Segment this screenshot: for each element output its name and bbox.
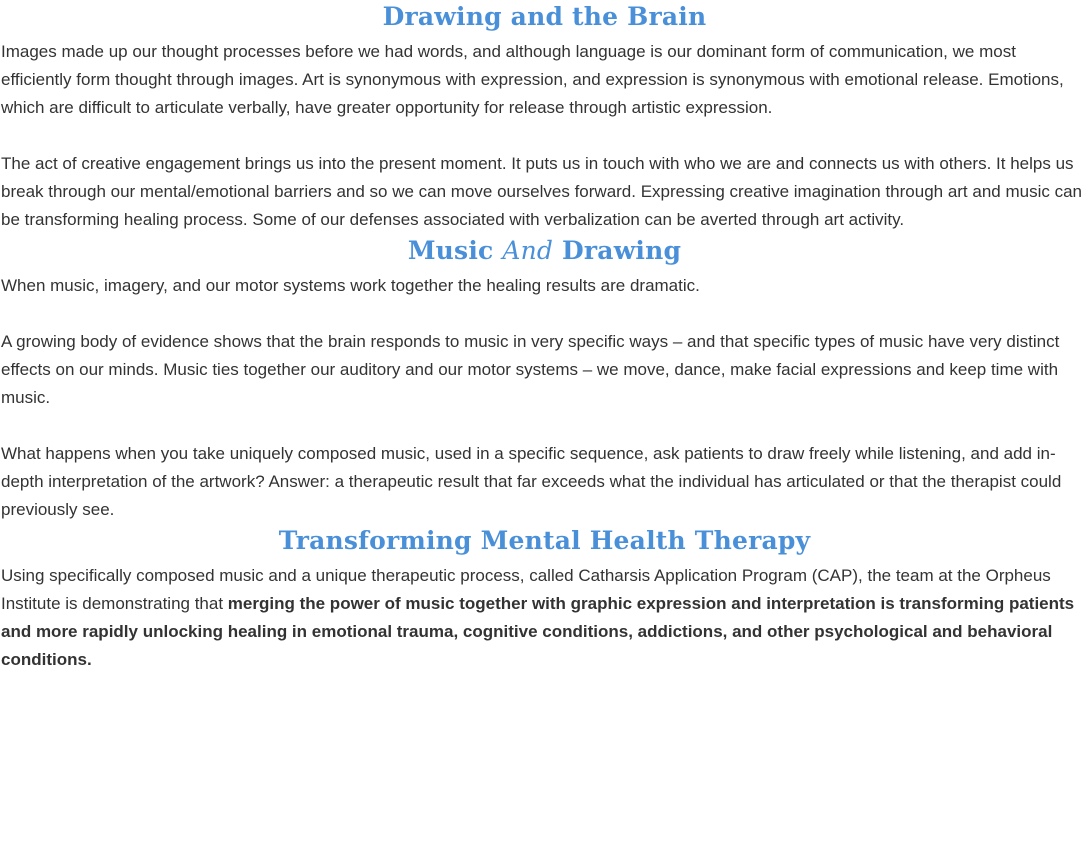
paragraph: When music, imagery, and our motor systems work together the healing results are dramatic. xyxy=(1,276,700,295)
section-title-text-part3: Drawing xyxy=(553,236,682,265)
paragraph-plain-text: Using specifically composed music and a unique therapeutic process, called Catharsis Application Program (CAP), the team at the Orpheus Institute is demonstrating that xyxy=(1,566,1051,613)
paragraph: Images made up our thought processes before we had words, and although language is our dominant form of communication, we most efficiently form thought through images. Art is synonymous with expression, and expression is synonymous with emotional release. Emotions, which are difficult to articulate verbally, have greater opportunity for release through artistic expression. xyxy=(1,42,1064,117)
section-title-transforming-mental-health-therapy xyxy=(1,524,1088,562)
section-title-drawing-and-the-brain xyxy=(1,0,1088,38)
paragraph: A growing body of evidence shows that the brain responds to music in very specific ways – and that specific types of music have very distinct effects on our minds. Music ties together our auditory and our motor systems – we move, dance, make facial expressions and keep time with music. xyxy=(1,332,1060,407)
section-title-music-and-drawing xyxy=(1,234,1088,272)
paragraph: The act of creative engagement brings us into the present moment. It puts us in touch with who we are and connects us with others. It helps us break through our mental/emotional barriers and so we can move ourselves forward. Expressing creative imagination through art and music can be transforming healing process. Some of our defenses associated with verbalization can be averted through art activity. xyxy=(1,154,1082,229)
section-title-text-part1: Music xyxy=(407,236,503,265)
paragraph-cap xyxy=(1,562,1088,674)
section-title-text: Transforming Mental Health Therapy xyxy=(278,526,811,555)
paragraph: What happens when you take uniquely composed music, used in a specific sequence, ask patients to draw freely while listening, and add in-depth interpretation of the artwork? Answer: a therapeutic result that far exceeds what the individual has articulated or that the therapist could previously see. xyxy=(1,444,1062,519)
section-title-text-italic: And xyxy=(502,236,554,265)
paragraph-bold-text: merging the power of music together with graphic expression and interpretation is transforming patients and more rapidly unlocking healing in emotional trauma, cognitive conditions, addictions, and other psychological and behavioral conditions. xyxy=(1,594,1075,669)
section-title-text: Drawing and the Brain xyxy=(382,2,707,31)
